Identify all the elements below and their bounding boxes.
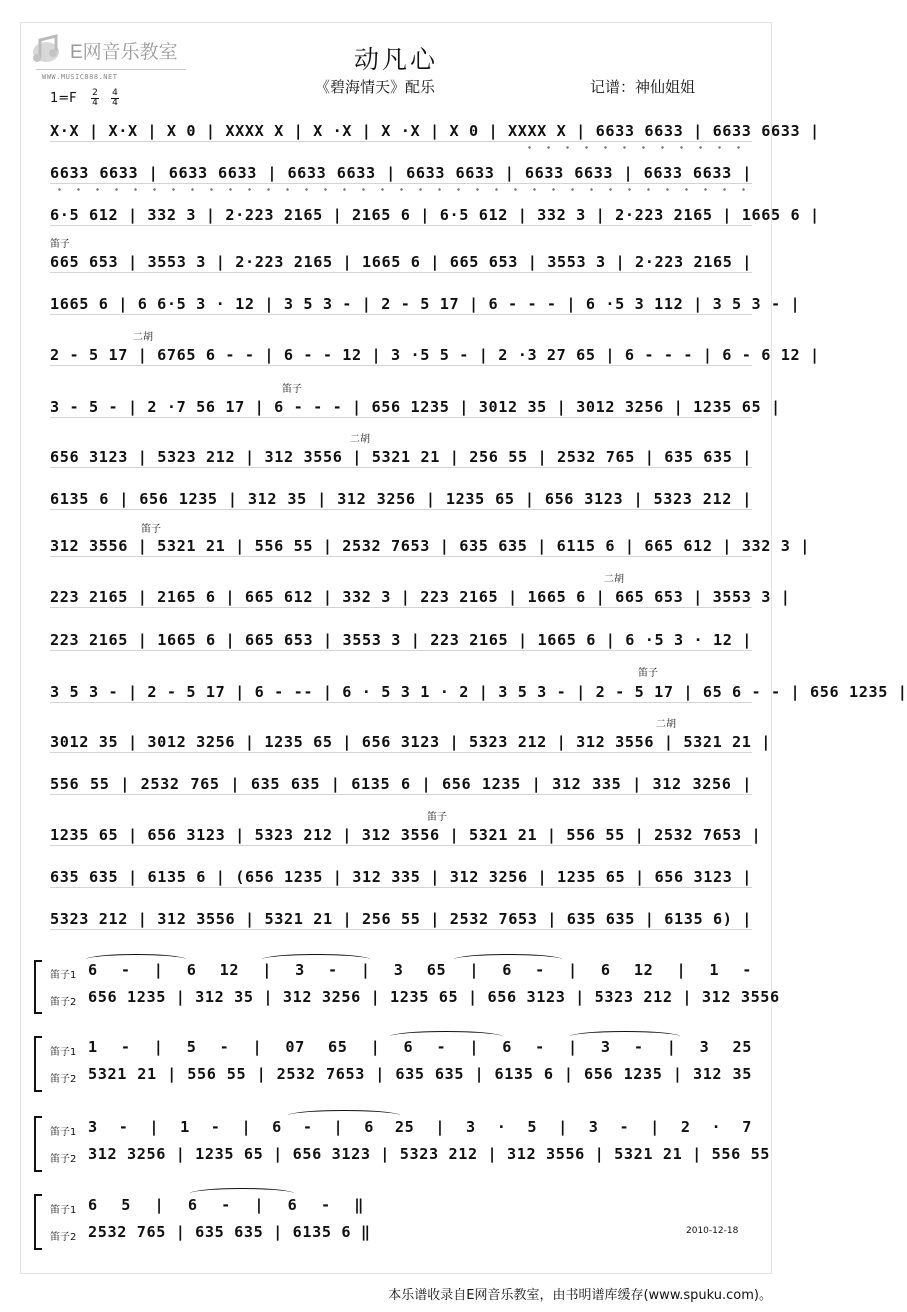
beam-line [50, 141, 752, 142]
transcription-date: 2010-12-18 [686, 1226, 739, 1236]
instrument-cue-dizi: 笛子 [141, 524, 161, 535]
song-title: 动凡心 [353, 45, 438, 74]
duet-3-part2: 312 3256 | 1235 65 | 656 3123 | 5323 212 | 312 3556 | 5321 21 | 556 55 [88, 1145, 771, 1163]
time-sig-a-top: 2 [92, 88, 98, 98]
part-label-dizi1: 笛子1 [50, 970, 77, 981]
notation-row-7: 3 - 5 - | 2 ·7 56 17 | 6 - - - | 656 1235 | 3012 35 | 3012 3256 | 1235 65 | [50, 398, 781, 416]
system-brace [34, 1116, 42, 1172]
notation-row-8: 656 3123 | 5323 212 | 312 3556 | 5321 21 | 256 55 | 2532 765 | 635 635 | [50, 448, 752, 466]
notation-row-17: 635 635 | 6135 6 | (656 1235 | 312 335 | 312 3256 | 1235 65 | 656 3123 | [50, 868, 752, 886]
beam-line [50, 887, 752, 888]
logo-url: WWW.MUSIC888.NET [42, 73, 118, 81]
beam-line [50, 183, 752, 184]
beam-line [50, 752, 752, 753]
part-label-dizi1: 笛子1 [50, 1047, 77, 1058]
system-brace [34, 1036, 42, 1092]
instrument-cue-dizi: 笛子 [50, 239, 70, 250]
part-label-dizi2: 笛子2 [50, 1074, 77, 1085]
system-brace [34, 960, 42, 1014]
key-signature: 1=F [50, 91, 77, 106]
time-signature-a [90, 89, 100, 108]
time-sig-b-top: 4 [112, 88, 118, 98]
beam-line [50, 225, 752, 226]
beam-line [50, 794, 752, 795]
notation-row-3: 6·5 612 | 332 3 | 2·223 2165 | 2165 6 | 6·5 612 | 332 3 | 2·223 2165 | 1665 6 | [50, 206, 820, 224]
duet-4-part2: 2532 765 | 635 635 | 6135 6 ‖ [88, 1223, 371, 1241]
notation-row-5: 1665 6 | 6 6·5 3 · 12 | 3 5 3 - | 2 - 5 17 | 6 - - - | 6 ·5 3 112 | 3 5 3 - | [50, 295, 801, 313]
part-label-dizi2: 笛子2 [50, 997, 77, 1008]
low-octave-dots [50, 188, 752, 191]
duet-2-part2: 5321 21 | 556 55 | 2532 7653 | 635 635 | 6135 6 | 656 1235 | 312 35 [88, 1065, 752, 1083]
duet-2-part1: 1 - | 5 - | 07 65 | 6 - | 6 - | 3 - | 3 25 [88, 1038, 752, 1056]
instrument-cue-dizi: 笛子 [282, 384, 302, 395]
logo-text: E网音乐教室 [70, 42, 178, 63]
tie-slur [262, 954, 370, 965]
beam-line [50, 607, 752, 608]
notation-row-2: 6633 6633 | 6633 6633 | 6633 6633 | 6633 6633 | 6633 6633 | 6633 6633 | [50, 164, 752, 182]
time-signature-b [110, 89, 120, 108]
beam-line [50, 845, 752, 846]
instrument-cue-erhu: 二胡 [656, 719, 676, 730]
transcriber: 记谱：神仙姐姐 [590, 78, 696, 96]
notation-row-4: 665 653 | 3553 3 | 2·223 2165 | 1665 6 | 665 653 | 3553 3 | 2·223 2165 | [50, 253, 752, 271]
duet-4-part1: 6 5 | 6 - | 6 - ‖ [88, 1196, 364, 1214]
notation-row-14: 3012 35 | 3012 3256 | 1235 65 | 656 3123 | 5323 212 | 312 3556 | 5321 21 | [50, 733, 772, 751]
tie-slur [390, 1031, 502, 1042]
instrument-cue-erhu: 二胡 [350, 434, 370, 445]
notation-row-18: 5323 212 | 312 3556 | 5321 21 | 256 55 | 2532 7653 | 635 635 | 6135 6) | [50, 910, 752, 928]
beam-line [50, 929, 752, 930]
tie-slur [86, 954, 186, 965]
notation-row-10: 312 3556 | 5321 21 | 556 55 | 2532 7653 | 635 635 | 6115 6 | 665 612 | 332 3 | [50, 537, 811, 555]
part-label-dizi1: 笛子1 [50, 1205, 77, 1216]
time-sig-a-bottom: 4 [92, 98, 98, 108]
beam-line [50, 314, 752, 315]
tie-slur [454, 954, 562, 965]
tie-slur [288, 1110, 400, 1121]
time-sig-b-bottom: 4 [112, 98, 118, 108]
tie-slur [190, 1188, 294, 1199]
notation-row-1: X·X | X·X | X 0 | XXXX X | X ·X | X ·X | X 0 | XXXX X | 6633 6633 | 6633 6633 | [50, 122, 820, 140]
notation-row-12: 223 2165 | 1665 6 | 665 653 | 3553 3 | 223 2165 | 1665 6 | 6 ·5 3 · 12 | [50, 631, 752, 649]
instrument-cue-dizi: 笛子 [638, 668, 658, 679]
duet-1-part1: 6 - | 6 12 | 3 - | 3 65 | 6 - | 6 12 | 1 - [88, 961, 752, 979]
notation-row-11: 223 2165 | 2165 6 | 665 612 | 332 3 | 223 2165 | 1665 6 | 665 653 | 3553 3 | [50, 588, 791, 606]
tie-slur [570, 1031, 680, 1042]
low-octave-dots [520, 146, 752, 149]
notation-row-13: 3 5 3 - | 2 - 5 17 | 6 - -- | 6 · 5 3 1 · 2 | 3 5 3 - | 2 - 5 17 | 65 6 - - | 656 1235 | [50, 683, 907, 701]
instrument-cue-erhu: 二胡 [604, 574, 624, 585]
beam-line [50, 509, 752, 510]
part-label-dizi2: 笛子2 [50, 1232, 77, 1243]
beam-line [50, 272, 752, 273]
instrument-cue-dizi: 笛子 [427, 812, 447, 823]
part-label-dizi2: 笛子2 [50, 1154, 77, 1165]
notation-row-15: 556 55 | 2532 765 | 635 635 | 6135 6 | 656 1235 | 312 335 | 312 3256 | [50, 775, 752, 793]
notation-row-6: 2 - 5 17 | 6765 6 - - | 6 - - 12 | 3 ·5 5 - | 2 ·3 27 65 | 6 - - - | 6 - 6 12 | [50, 346, 820, 364]
beam-line [50, 365, 752, 366]
system-brace [34, 1194, 42, 1250]
duet-1-part2: 656 1235 | 312 35 | 312 3256 | 1235 65 | 656 3123 | 5323 212 | 312 3556 [88, 988, 780, 1006]
beam-line [50, 556, 752, 557]
beam-line [50, 702, 752, 703]
part-label-dizi1: 笛子1 [50, 1127, 77, 1138]
notation-row-9: 6135 6 | 656 1235 | 312 35 | 312 3256 | 1235 65 | 656 3123 | 5323 212 | [50, 490, 752, 508]
duet-3-part1: 3 - | 1 - | 6 - | 6 25 | 3 · 5 | 3 - | 2 · 7 [88, 1118, 752, 1136]
beam-line [50, 650, 752, 651]
notation-row-16: 1235 65 | 656 3123 | 5323 212 | 312 3556 | 5321 21 | 556 55 | 2532 7653 | [50, 826, 762, 844]
instrument-cue-erhu: 二胡 [133, 332, 153, 343]
beam-line [50, 417, 752, 418]
beam-line [50, 467, 752, 468]
source-footer: 本乐谱收录自E网音乐教室，由书明谱库缓存(www.spuku.com)。 [388, 1288, 772, 1303]
song-subtitle: 《碧海情天》配乐 [315, 78, 436, 96]
